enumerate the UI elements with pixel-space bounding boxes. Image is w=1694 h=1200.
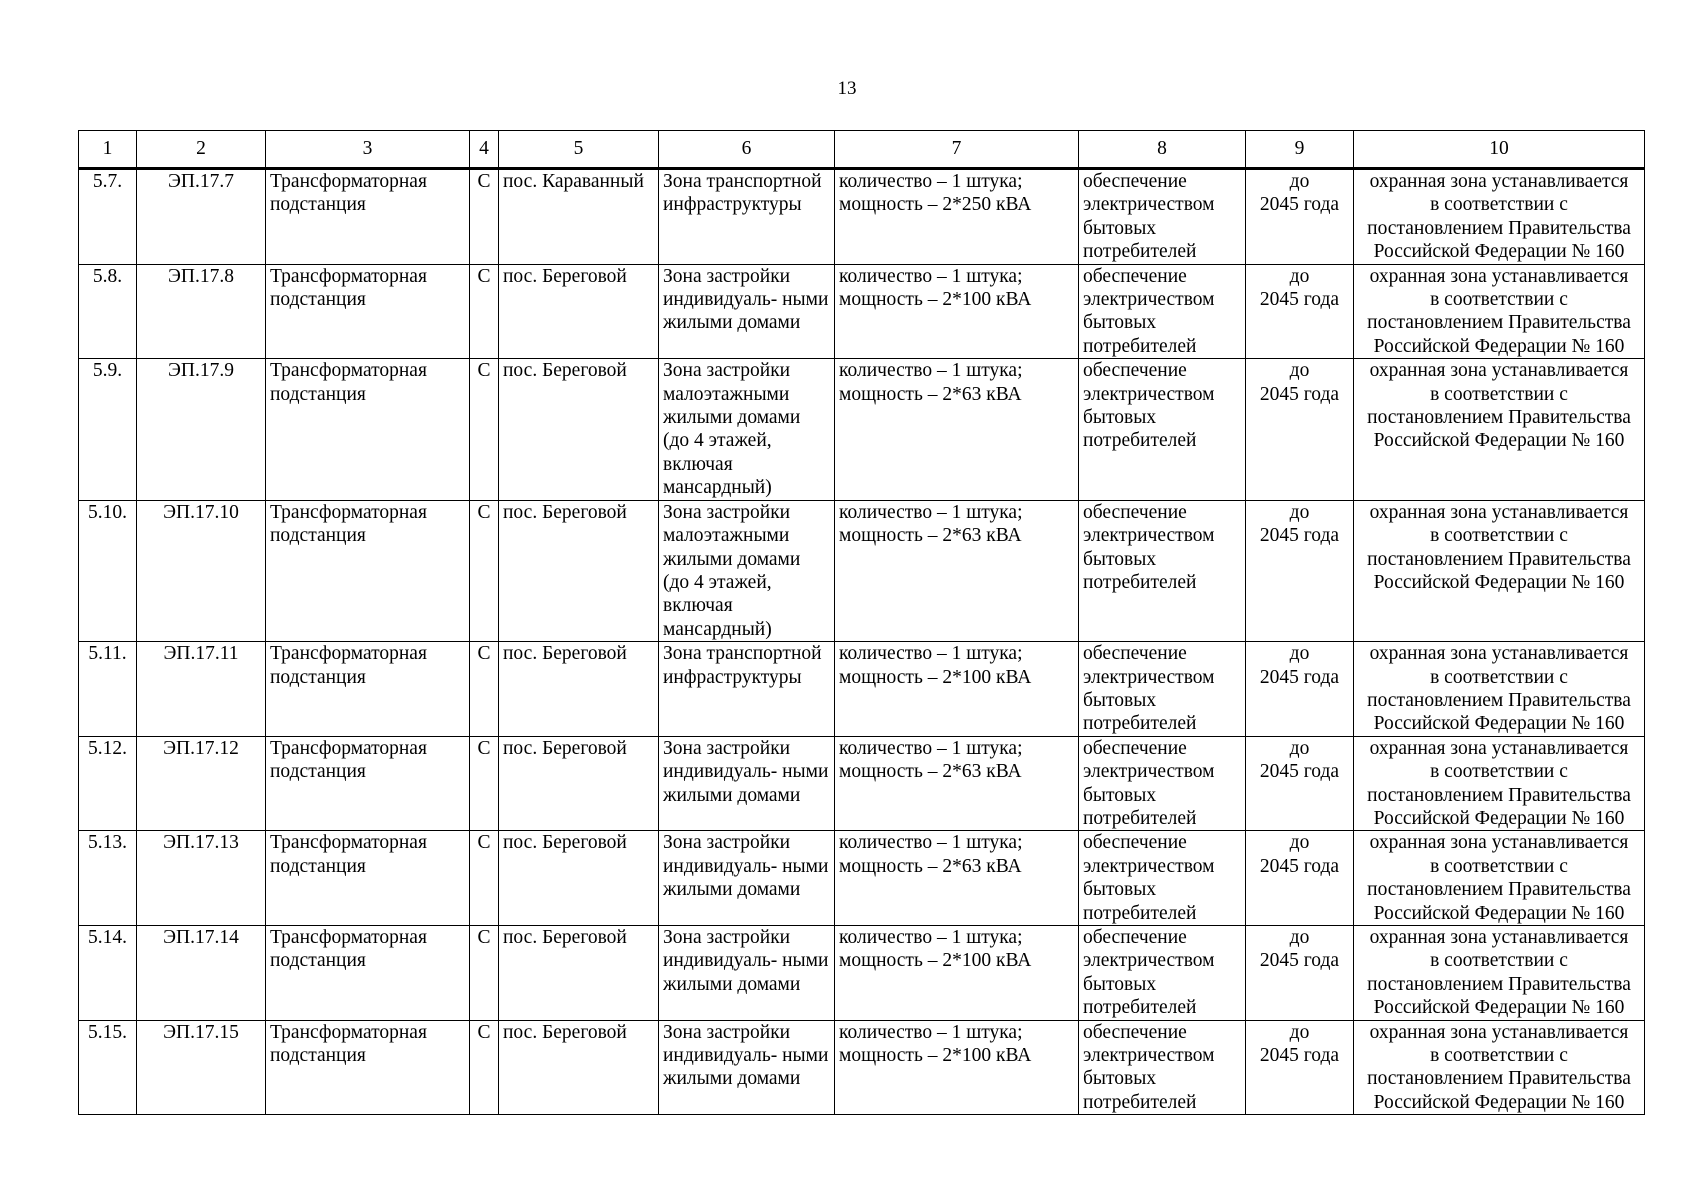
column-header: 6 <box>659 131 835 169</box>
object-characteristics-line: количество – 1 штука; <box>839 737 1023 759</box>
restriction-zone-line: охранная зона устанавливается <box>1369 171 1629 192</box>
table-row <box>79 1020 1645 1115</box>
restriction-zone-line: охранная зона устанавливается <box>1369 1021 1629 1043</box>
implementation-term <box>1246 169 1354 265</box>
object-purpose: обеспечение электричеством бытовых потребителей <box>1079 736 1246 831</box>
object-characteristics-line: количество – 1 штука; <box>839 927 1023 948</box>
object-characteristics <box>835 642 1079 737</box>
object-characteristics <box>835 831 1079 926</box>
implementation-term-line: 2045 года <box>1259 950 1340 972</box>
object-purpose: обеспечение электричеством бытовых потребителей <box>1079 359 1246 500</box>
implementation-term-line: до <box>1289 501 1310 523</box>
implementation-term-line: до <box>1289 737 1310 759</box>
column-header: 7 <box>835 131 1079 169</box>
object-purpose: обеспечение электричеством бытовых потребителей <box>1079 926 1246 1021</box>
row-number: 5.14. <box>79 926 137 1021</box>
object-characteristics-line: количество – 1 штука; <box>839 265 1023 287</box>
restriction-zone-line: Российской Федерации № 160 <box>1373 1091 1625 1113</box>
column-header: 9 <box>1246 131 1354 169</box>
restriction-zone-line: в соответствии с <box>1430 950 1568 972</box>
restriction-zone-line: в соответствии с <box>1430 194 1568 216</box>
restriction-zone <box>1354 500 1645 641</box>
restriction-zone-line: Российской Федерации № 160 <box>1373 713 1625 735</box>
object-code: ЭП.17.11 <box>137 642 266 737</box>
object-characteristics-line: количество – 1 штука; <box>839 1021 1023 1043</box>
row-number: 5.10. <box>79 500 137 641</box>
table-row <box>79 831 1645 926</box>
object-purpose: обеспечение электричеством бытовых потребителей <box>1079 500 1246 641</box>
header-row <box>79 131 1645 169</box>
restriction-zone-line: в соответствии с <box>1430 855 1568 877</box>
object-characteristics-line: количество – 1 штука; <box>839 501 1023 523</box>
object-location: пос. Береговой <box>499 264 659 359</box>
object-characteristics <box>835 169 1079 265</box>
implementation-term-line: до <box>1289 1021 1310 1043</box>
restriction-zone-line: постановлением Правительства <box>1367 312 1631 334</box>
table-row <box>79 500 1645 641</box>
object-location: пос. Береговой <box>499 736 659 831</box>
functional-zone: Зона транспортной инфраструктуры <box>659 642 835 737</box>
functional-zone: Зона застройки индивидуаль- ными жилыми домами <box>659 926 835 1021</box>
row-number: 5.7. <box>79 169 137 265</box>
restriction-zone-line: в соответствии с <box>1430 666 1568 688</box>
object-code: ЭП.17.12 <box>137 736 266 831</box>
implementation-term <box>1246 831 1354 926</box>
restriction-zone-line: постановлением Правительства <box>1367 1068 1631 1090</box>
restriction-zone-line: Российской Федерации № 160 <box>1373 335 1625 357</box>
functional-zone: Зона застройки малоэтажными жилыми домами (до 4 этажей, включая мансардный) <box>659 500 835 641</box>
restriction-zone <box>1354 926 1645 1021</box>
restriction-zone <box>1354 359 1645 500</box>
implementation-term-line: до <box>1289 171 1310 192</box>
row-number: 5.11. <box>79 642 137 737</box>
implementation-term-line: 2045 года <box>1259 666 1340 688</box>
restriction-zone-line: постановлением Правительства <box>1367 879 1631 901</box>
object-category: С <box>470 831 499 926</box>
object-characteristics-line: мощность – 2*63 кВА <box>839 855 1022 877</box>
object-characteristics-line: мощность – 2*100 кВА <box>839 1045 1032 1067</box>
object-characteristics <box>835 264 1079 359</box>
restriction-zone <box>1354 736 1645 831</box>
restriction-zone-line: охранная зона устанавливается <box>1369 737 1629 759</box>
restriction-zone-line: охранная зона устанавливается <box>1369 832 1629 854</box>
object-category: С <box>470 264 499 359</box>
object-purpose: обеспечение электричеством бытовых потребителей <box>1079 642 1246 737</box>
restriction-zone-line: охранная зона устанавливается <box>1369 265 1629 287</box>
implementation-term-line: 2045 года <box>1259 194 1340 216</box>
object-code: ЭП.17.8 <box>137 264 266 359</box>
implementation-term-line: 2045 года <box>1259 855 1340 877</box>
restriction-zone-line: в соответствии с <box>1430 383 1568 405</box>
object-location: пос. Береговой <box>499 642 659 737</box>
implementation-term-line: 2045 года <box>1259 1045 1340 1067</box>
row-number: 5.12. <box>79 736 137 831</box>
row-number: 5.8. <box>79 264 137 359</box>
object-characteristics-line: мощность – 2*63 кВА <box>839 525 1022 547</box>
table-row <box>79 642 1645 737</box>
table-row <box>79 926 1645 1021</box>
object-characteristics <box>835 1020 1079 1115</box>
restriction-zone-line: Российской Федерации № 160 <box>1373 807 1625 829</box>
restriction-zone-line: охранная зона устанавливается <box>1369 360 1629 382</box>
object-name: Трансформаторная подстанция <box>266 264 470 359</box>
restriction-zone-line: постановлением Правительства <box>1367 217 1631 239</box>
implementation-term-line: до <box>1289 265 1310 287</box>
column-header: 1 <box>79 131 137 169</box>
object-name: Трансформаторная подстанция <box>266 642 470 737</box>
object-characteristics <box>835 359 1079 500</box>
object-characteristics-line: мощность – 2*100 кВА <box>839 950 1032 972</box>
object-name: Трансформаторная подстанция <box>266 831 470 926</box>
object-location: пос. Береговой <box>499 359 659 500</box>
object-characteristics-line: количество – 1 штука; <box>839 360 1023 382</box>
restriction-zone-line: охранная зона устанавливается <box>1369 927 1629 948</box>
restriction-zone-line: Российской Федерации № 160 <box>1373 430 1625 452</box>
implementation-term <box>1246 359 1354 500</box>
object-code: ЭП.17.14 <box>137 926 266 1021</box>
restriction-zone-line: постановлением Правительства <box>1367 548 1631 570</box>
object-code: ЭП.17.15 <box>137 1020 266 1115</box>
object-category: С <box>470 736 499 831</box>
object-name: Трансформаторная подстанция <box>266 736 470 831</box>
object-purpose: обеспечение электричеством бытовых потребителей <box>1079 264 1246 359</box>
implementation-term-line: 2045 года <box>1259 289 1340 311</box>
table-row <box>79 169 1645 265</box>
implementation-term-line: 2045 года <box>1259 761 1340 783</box>
objects-table <box>78 130 1645 1115</box>
object-characteristics-line: мощность – 2*63 кВА <box>839 383 1022 405</box>
restriction-zone-line: в соответствии с <box>1430 761 1568 783</box>
restriction-zone-line: постановлением Правительства <box>1367 407 1631 429</box>
table-row <box>79 736 1645 831</box>
implementation-term-line: до <box>1289 832 1310 854</box>
restriction-zone-line: в соответствии с <box>1430 1045 1568 1067</box>
object-location: пос. Караванный <box>499 169 659 265</box>
object-category: С <box>470 926 499 1021</box>
restriction-zone-line: в соответствии с <box>1430 289 1568 311</box>
restriction-zone-line: Российской Федерации № 160 <box>1373 241 1625 263</box>
implementation-term <box>1246 736 1354 831</box>
restriction-zone-line: Российской Федерации № 160 <box>1373 902 1625 924</box>
object-category: С <box>470 642 499 737</box>
column-header: 3 <box>266 131 470 169</box>
row-number: 5.13. <box>79 831 137 926</box>
object-name: Трансформаторная подстанция <box>266 926 470 1021</box>
implementation-term-line: до <box>1289 360 1310 382</box>
object-name: Трансформаторная подстанция <box>266 1020 470 1115</box>
restriction-zone <box>1354 169 1645 265</box>
implementation-term-line: до <box>1289 927 1310 948</box>
implementation-term <box>1246 642 1354 737</box>
object-purpose: обеспечение электричеством бытовых потребителей <box>1079 831 1246 926</box>
functional-zone: Зона застройки индивидуаль- ными жилыми домами <box>659 736 835 831</box>
restriction-zone-line: постановлением Правительства <box>1367 784 1631 806</box>
table-row <box>79 264 1645 359</box>
functional-zone: Зона застройки индивидуаль- ными жилыми домами <box>659 831 835 926</box>
object-code: ЭП.17.13 <box>137 831 266 926</box>
row-number: 5.9. <box>79 359 137 500</box>
implementation-term <box>1246 264 1354 359</box>
object-characteristics-line: мощность – 2*100 кВА <box>839 666 1032 688</box>
column-header: 8 <box>1079 131 1246 169</box>
object-location: пос. Береговой <box>499 926 659 1021</box>
object-category: С <box>470 1020 499 1115</box>
object-characteristics <box>835 500 1079 641</box>
implementation-term-line: 2045 года <box>1259 525 1340 547</box>
restriction-zone-line: охранная зона устанавливается <box>1369 643 1629 665</box>
object-code: ЭП.17.7 <box>137 169 266 265</box>
column-header: 5 <box>499 131 659 169</box>
column-header: 2 <box>137 131 266 169</box>
restriction-zone-line: в соответствии с <box>1430 525 1568 547</box>
restriction-zone-line: охранная зона устанавливается <box>1369 501 1629 523</box>
row-number: 5.15. <box>79 1020 137 1115</box>
restriction-zone-line: постановлением Правительства <box>1367 689 1631 711</box>
functional-zone: Зона транспортной инфраструктуры <box>659 169 835 265</box>
object-name: Трансформаторная подстанция <box>266 169 470 265</box>
implementation-term <box>1246 926 1354 1021</box>
object-category: С <box>470 169 499 265</box>
column-header: 4 <box>470 131 499 169</box>
object-name: Трансформаторная подстанция <box>266 500 470 641</box>
object-location: пос. Береговой <box>499 1020 659 1115</box>
table-row <box>79 359 1645 500</box>
restriction-zone-line: Российской Федерации № 160 <box>1373 571 1625 593</box>
restriction-zone <box>1354 831 1645 926</box>
object-characteristics <box>835 736 1079 831</box>
object-code: ЭП.17.9 <box>137 359 266 500</box>
functional-zone: Зона застройки малоэтажными жилыми домами (до 4 этажей, включая мансардный) <box>659 359 835 500</box>
restriction-zone-line: постановлением Правительства <box>1367 973 1631 995</box>
column-header: 10 <box>1354 131 1645 169</box>
implementation-term-line: до <box>1289 643 1310 665</box>
object-characteristics-line: мощность – 2*63 кВА <box>839 761 1022 783</box>
restriction-zone <box>1354 1020 1645 1115</box>
functional-zone: Зона застройки индивидуаль- ными жилыми домами <box>659 1020 835 1115</box>
restriction-zone-line: Российской Федерации № 160 <box>1373 997 1625 1019</box>
object-name: Трансформаторная подстанция <box>266 359 470 500</box>
object-purpose: обеспечение электричеством бытовых потребителей <box>1079 169 1246 265</box>
functional-zone: Зона застройки индивидуаль- ными жилыми домами <box>659 264 835 359</box>
implementation-term <box>1246 500 1354 641</box>
restriction-zone <box>1354 264 1645 359</box>
object-characteristics-line: количество – 1 штука; <box>839 171 1023 192</box>
object-category: С <box>470 500 499 641</box>
object-location: пос. Береговой <box>499 831 659 926</box>
object-characteristics <box>835 926 1079 1021</box>
implementation-term-line: 2045 года <box>1259 383 1340 405</box>
object-characteristics-line: мощность – 2*100 кВА <box>839 289 1032 311</box>
implementation-term <box>1246 1020 1354 1115</box>
object-code: ЭП.17.10 <box>137 500 266 641</box>
object-characteristics-line: количество – 1 штука; <box>839 643 1023 665</box>
object-location: пос. Береговой <box>499 500 659 641</box>
object-characteristics-line: мощность – 2*250 кВА <box>839 194 1032 216</box>
object-purpose: обеспечение электричеством бытовых потребителей <box>1079 1020 1246 1115</box>
object-category: С <box>470 359 499 500</box>
object-characteristics-line: количество – 1 штука; <box>839 832 1023 854</box>
restriction-zone <box>1354 642 1645 737</box>
page-number: 13 <box>837 78 857 99</box>
